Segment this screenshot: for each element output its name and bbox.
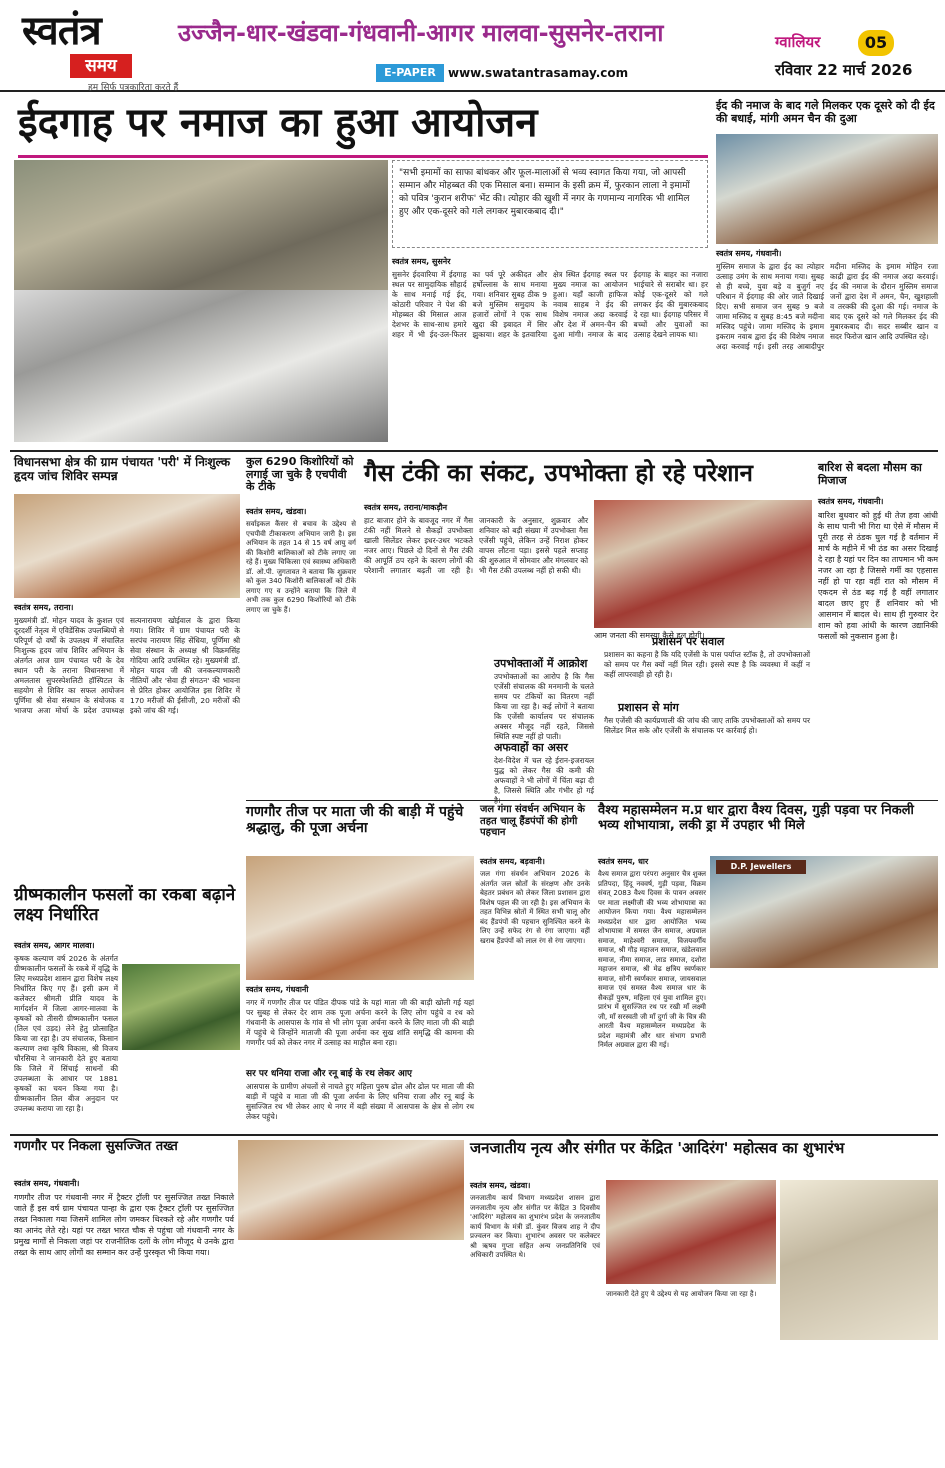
- vaishya-headline: वैश्य महासम्मेलन म.प्र धार द्वारा वैश्य दिवस, गुड़ी पड़वा पर निकली भव्य शोभायात्रा, लकी ड्रा में उपहार भी मिले: [598, 803, 914, 833]
- weather-body: बारिश बुधवार को हुई थी तेज हवा आंधी के साथ पानी भी गिरा था ऐसे में मौसम में पूरी तरह से ठंडक घुल गई है वर्तमान में मार्च के महीने में भी ठंड का असर दिखाई दे रहा है यहां पर दिन का तापमान भी कम नजर आ रहा है जिससे गर्मी का एहसास नहीं हो पा रहा वहीं रात को मौसम में एकदम से ठंड बढ़ गई है वहीं लगातार बादल छाए हुए हैं शनिवार को भी आसमान में बादल थे। साथ ही गुरुवार देर शाम को हवा आंधी के कारण उद्यानिकी फसलों को नुकसान हुआ है।: [818, 511, 938, 641]
- gas-byline: स्वतंत्र समय, तराना/माकड़ौन: [364, 503, 448, 512]
- jeweller-sign: D.P. Jewellers: [716, 860, 806, 874]
- adirang-side-photo: [780, 1180, 938, 1340]
- gas-photo: [594, 500, 812, 628]
- adirang-photo-caption: जानकारी देते हुए ये उद्देश्य से यह आयोजन किया जा रहा है।: [606, 1290, 757, 1298]
- adirang-byline: स्वतंत्र समय, खंडवा।: [470, 1181, 531, 1190]
- vaishya-body: वैश्य समाज द्वारा परंपरा अनुसार चैत्र शुक्ल प्रतिपदा, हिंदू नववर्ष, गुड़ी पड़वा, विक्रम संवत् 2083 वैश्य दिवस के पावन अवसर पर माता लक्ष्मीजी की भव्य शोभायात्रा का आयोजन किया गया। वैश्य महासम्मेलन मध्यप्रदेश धार द्वारा आयोजित भव्य शोभायात्रा में समस्त जैन समाज, अग्रवाल समाज, माहेश्वरी समाज, विजयवर्गीय समाज, श्री गौड़ महाजन समाज, खंडेलवाल समाज, नीमा समाज, लाड समाज, दशोरा महाजन समाज, श्री मेढ क्षत्रिय स्वर्णकार समाज, सोनी स्वर्णकार समाज, जायसवाल समाज एवं समस्त वैश्य समाज धार के सैकड़ों पुरुष, महिला एवं युवा शामिल हुए। प्रारंभ में सुसज्जित रथ पर रखी माँ लक्ष्मी जी, माँ सरस्वती जी माँ दुर्गा जी के चित्र की आरती वैश्य महासम्मेलन मध्यप्रदेश के प्रदेश महामंत्री और धार संभाग प्रभारी निर्मल अग्रवाल द्वारा की गई।: [598, 870, 706, 1049]
- jal-body: जल गंगा संवर्धन अभियान 2026 के अंतर्गत जल स्रोतों के संरक्षण और उनके बेहतर प्रबंधन को लेकर जिला प्रशासन द्वारा विशेष पहल की जा रही है। इस अभियान के तहत विभिन्न स्रोतों में स्थित सभी चालू और बंद हैंडपंपों की पहचान सुनिश्चित करने के लिए उन्हें सफेद रंग से रंगा जाएगा। वहीं खराब हैंडपंपों को लाल रंग से रंगा जाएगा।: [480, 870, 590, 945]
- kishori-headline: कुल 6290 किशोरियों को लगाई जा चुके है एचपीवी के टीके: [246, 455, 354, 494]
- eid-side-body: मुस्लिम समाज के द्वारा ईद का त्योहार उत्साह उमंग के साथ मनाया गया। सुबह से ही बच्चे, युवा बड़े व बुजुर्ग नए परिधान में ईदगाह की ओर जाते दिखाई दिए। सभी समाज जन सुबह 9 बजे जामा मस्जिद व सुबह 8:45 बजे मदीना मस्जिद पहुंचे। जामा मस्जिद के इमाम इकराम नवाब द्वारा ईद की विशेष नमाज अदा करवाई गई। इसी तरह आबादीपुर मदीना मस्जिद के इमाम मोहिन रजा काद्री द्वारा ईद की नमाज अदा करवाई। ईद की नमाज के दौरान मुस्लिम समाज जनों द्वारा देश में अमन, चैन, खुशहाली व तरक्की की दुआ की गई। नमाज के बाद एक दूसरे को गले मिलकर ईद की मुबारकबाद दी। सदर सब्बीर खान व सदर फिरोज खान आदि उपस्थित रहे।: [716, 262, 938, 351]
- rabi-headline: ग्रीष्मकालीन फसलों का रकबा बढ़ाने लक्ष्य निर्धारित: [14, 885, 236, 925]
- logo-subtitle: समय: [70, 54, 132, 78]
- weather-byline: स्वतंत्र समय, गंधवानी।: [818, 497, 884, 506]
- vaishya-byline: स्वतंत्र समय, धार: [598, 857, 649, 866]
- gas-headline: गैस टंकी का संकट, उपभोक्ता हो रहे परेशान: [364, 459, 753, 487]
- epaper-badge[interactable]: E-PAPER: [376, 64, 444, 82]
- lead-photo-bottom: [14, 290, 388, 442]
- logo-title: स्वतंत्र: [22, 7, 101, 54]
- gangaur-teej-photo: [246, 856, 474, 980]
- gangaur-rath-byline: स्वतंत्र समय, गंधवानी।: [14, 1179, 80, 1188]
- page-number: 05: [858, 30, 894, 56]
- rabi-byline: स्वतंत्र समय, आगर मालवा।: [14, 941, 95, 950]
- gangaur-rath-photo: [238, 1140, 464, 1240]
- jal-byline: स्वतंत्र समय, बड़वानी।: [480, 857, 545, 866]
- divider: [10, 450, 938, 452]
- vaishya-photo: [710, 856, 938, 968]
- eid-side-photo: [716, 134, 938, 244]
- gangaur-rath-headline: गणगौर पर निकला सुसज्जित तख्त: [14, 1139, 178, 1154]
- gas-sub3-body: प्रशासन का कहना है कि यदि एजेंसी के पास पर्याप्त स्टॉक है, तो उपभोक्ताओं को समय पर गैस क्यों नहीं मिल रही। इससे स्पष्ट है कि व्यवस्था में कहीं न कहीं लापरवाही हो रही है।: [604, 650, 810, 679]
- gas-sub3: प्रशासन पर सवाल: [652, 635, 725, 648]
- gangaur-teej-sub: सर पर धनिया राजा और रनू बाई के रथ लेकर आए: [246, 1069, 412, 1079]
- divider: [246, 800, 938, 801]
- kishori-byline: स्वतंत्र समय, खंडवा।: [246, 507, 307, 516]
- gas-sub4: प्रशासन से मांग: [618, 701, 679, 714]
- pari-body: मुख्यमंत्री डॉ. मोहन यादव के कुशल एवं दूरदर्शी नेतृत्व में एविडेंसिक उपलब्धियों से परिपूर्ण दो वर्षों के उपलक्ष्य में संचालित निःशुल्क हृदय जांच शिविर अभियान के अंतर्गत आज ग्राम पंचायत परी के देव स्थान परी के तराना विधानसभा में अमलतास सुपरस्पेशलिटी हॉस्पिटल के सहयोग से शिविर का सफल आयोजन पूर्णिमा श्री सेवा संस्थान के संयोजक व भाजपा अजा मोर्चा के प्रदेश उपाध्यक्ष सत्यनारायण खोईवाल के द्वारा किया गया। शिविर में ग्राम पंचायत परी के सरपंच नारायण सिंह सेंधिया, पूर्णिमा श्री सेवा संस्थान के अध्यक्ष श्री विक्रमसिंह गोदिया आदि उपस्थित रहे। मुख्यमंत्री डॉ. मोहन यादव जी की जनकल्याणकारी नीतियों और 'सेवा ही संगठन' की भावना से प्रेरित होकर आयोजित इस शिविर में 170 मरीजों की ईसीजी, 20 मरीजों की इको जांच की गई।: [14, 616, 240, 715]
- gas-sub2-body: देश-विदेश में चल रहे ईरान-इजरायल युद्ध को लेकर गैस की कमी की अफवाहों ने भी लोगों में चिंता बढ़ा दी है, जिससे स्थिति और गंभीर हो गई: [494, 756, 594, 795]
- jal-headline: जल गंगा संवर्धन अभियान के तहत चालू हैंडपंपों की होगी पहचान: [480, 804, 585, 838]
- pari-headline: विधानसभा क्षेत्र की ग्राम पंचायत 'परी' में निःशुल्क हृदय जांच शिविर सम्पन्न: [14, 455, 231, 483]
- gangaur-teej-byline: स्वतंत्र समय, गंधवानी: [246, 985, 309, 994]
- city-name: ग्वालियर: [775, 33, 821, 51]
- masthead: [0, 0, 945, 92]
- rabi-body: कृषक कल्याण वर्ष 2026 के अंतर्गत ग्रीष्मकालीन फसलों के रकबे में वृद्धि के लिए मध्यप्रदेश शासन द्वारा विशेष लक्ष्य निर्धारित किए गए हैं। इसी क्रम में कलेक्टर श्रीमती प्रीति यादव के मार्गदर्शन में जिला आगर-मालवा के कृषकों को तीसरी ग्रीष्मकालीन फसल (तिल एवं उड़द) लेने हेतु प्रोत्साहित किया जा रहा है। उप संचालक, किसान कल्याण तथा कृषि विकास, श्री विजय चौरसिया ने जानकारी देते हुए बताया कि जिले में सिंचाई साधनों की उपलब्धता के आधार पर 1881 कृषकों का चयन किया गया है। ग्रीष्मकालीन तिल बीज अनुदान पर उपलब्ध कराया जा रहा है।: [14, 954, 118, 1113]
- eid-side-byline: स्वतंत्र समय, गंधवानी।: [716, 249, 782, 258]
- edition-title: उज्जैन-धार-खंडवा-गंधवानी-आगर मालवा-सुसनेर-तराना: [178, 19, 664, 47]
- eid-side-headline: ईद की नमाज के बाद गले मिलकर एक दूसरे को दी ईद की बधाई, मांगी अमन चैन की दुआ: [716, 99, 935, 125]
- gas-sub4-body: गैस एजेंसी की कार्यप्रणाली की जांच की जाए ताकि उपभोक्ताओं को समय पर सिलेंडर मिल सके और एजेंसी के संचालक पर कार्रवाई हो।: [604, 716, 810, 735]
- gangaur-teej-sub-body: आसपास के ग्रामीण अंचलों से नाचते हुए महिला पुरुष ढोल और ढोल पर माता जी की बाड़ी में पहुंचे व माता जी की पूजा अर्चना के लिए धनिया राजा और रनू बाई के सुसज्जित रथ भी लेकर आए थे नगर में बड़ी संख्या में आसपास के क्षेत्र से लोग रथ लेकर पहुंचे।: [246, 1082, 474, 1121]
- gas-sub2: अफवाहों का असर: [494, 741, 568, 754]
- gas-body: हाट बाजार होने के बावजूद नगर में गैस टंकी नहीं मिलने से सैकड़ों उपभोक्ता खाली सिलेंडर लेकर इधर-उधर भटकते नजर आए। पिछले दो दिनों से गैस टंकी की आपूर्ति ठप रहने के कारण लोगों की परेशानी लगातार बढ़ती जा रही है। जानकारी के अनुसार, शुक्रवार और शनिवार को बड़ी संख्या में उपभोक्ता गैस एजेंसी पहुंचे, लेकिन उन्हें निराश होकर वापस लौटना पड़ा। इससे पहले सप्ताह की शुरुआत में सोमवार और मंगलवार को भी गैस टंकी उपलब्ध नहीं हो सकी थी।: [364, 516, 588, 575]
- lead-byline: स्वतंत्र समय, सुसनेर: [392, 257, 451, 266]
- lead-photo-top: [14, 160, 388, 290]
- adirang-body: जनजातीय कार्य विभाग मध्यप्रदेश शासन द्वारा जनजातीय नृत्य और संगीत पर केंद्रित 3 दिवसीय 'आदिरंग' महोत्सव का शुभारंभ प्रदेश के जनजातीय कार्य विभाग के मंत्री डॉ. कुंवर विजय शाह ने दीप प्रज्वलन कर किया। शुभारंभ अवसर पर कलेक्टर श्री ऋषव गुप्ता सहित अन्य जनप्रतिनिधि एवं अधिकारी उपस्थित थे।: [470, 1194, 600, 1259]
- lead-quote: "सभी इमामों का साफा बांधकर और फूल-मालाओं से भव्य स्वागत किया गया, जो आपसी सम्मान और मोहब्बत की एक मिसाल बना। सम्मान के इसी क्रम में, फुरकान लाला ने इमामों को पवित्र 'कुरान शरीफ' भेंट की। त्योहार की खुशी में नगर के गणमान्य नागरिक भी शामिल हुए और एक-दूसरे को गले लगकर मुबारकबाद दी।": [392, 160, 708, 248]
- gangaur-teej-headline: गणगौर तीज पर माता जी की बाड़ी में पहुंचे श्रद्धालु, की पूजा अर्चना: [246, 804, 464, 837]
- adirang-photo: [606, 1180, 776, 1284]
- gas-sub1-body: उपभोक्ताओं का आरोप है कि गैस एजेंसी संचालक की मनमानी के चलते समय पर टंकियों का वितरण नहीं किया जा रहा है। कई लोगों ने बताया कि एजेंसी कार्यालय पर संचालक अक्सर मौजूद नहीं रहते, जिससे स्थिति स्पष्ट नहीं हो पाती।: [494, 672, 594, 741]
- website-link[interactable]: www.swatantrasamay.com: [448, 66, 629, 80]
- kishori-body: सर्वाइकल कैंसर से बचाव के उद्देश्य से एचपीवी टीकाकरण अभियान जारी है। इस अभियान के तहत 14 से 15 वर्ष आयु वर्ग की किशोरी बालिकाओं को टीके लगाए जा रहे हैं। मुख्य चिकित्सा एवं स्वास्थ्य अधिकारी डॉ. ओ.पी. जुगतावत ने बताया कि शुक्रवार को कुल 340 किशोरी बालिकाओं को टीके लगाए गए व उन्होंने बताया कि जिले में अभी तक कुल 6290 किशोरियों को टीके लगाए जा चुके हैं।: [246, 520, 356, 614]
- gas-sub1: उपभोक्ताओं में आक्रोश: [494, 657, 588, 670]
- gas-photo-caption: आम जनता की समस्या कैसे हल होगी।: [594, 631, 705, 640]
- lead-body: सुसनेर ईदवारिया में ईदगाह स्थल पर सामुदायिक सौहार्द के साथ मनाई गई ईद, कोठारी परिवार ने पेश की मोहब्बत की मिसाल आज देशभर के साथ-साथ हमारे शहर में भी ईद-उल-फितर का पर्व पूरे अकीदत और हर्षोल्लास के साथ मनाया गया। शनिवार सुबह ठीक 9 बजे मुस्लिम समुदाय के हजारों लोगों ने एक साथ खुदा की इबादत में सिर झुकाया। शहर के इतवारिया क्षेत्र स्थित ईदगाह स्थल पर मुख्य नमाज का आयोजन हुआ। यहाँ काजी हाफिज नवाब साहब ने ईद की विशेष नमाज अदा करवाई और देश में अमन-चैन की दुआ मांगी। नमाज के बाद ईदगाह के बाहर का नजारा भाईचारे से सराबोर था। हर कोई एक-दूसरे को गले लगकर ईद की मुबारकबाद दे रहा था। ईदगाह परिसर में बच्चों और युवाओं का उत्साह देखने लायक था।: [392, 270, 708, 339]
- weather-headline: बारिश से बदला मौसम का मिजाज: [818, 461, 922, 487]
- gangaur-teej-body: नगर में गणगौर तीज पर पंडित दीपक पांडे के यहां माता जी की बाड़ी खोली गई यहां पर सुबह से लेकर देर शाम तक पूजा अर्चना करने के लिए लोग पहुंचे व रथ को गंधवानी के आसपास के गांव से भी लोग पूजा अर्चना करने के लिए माता जी की बाड़ी में पहुंचे थे जिन्होंने माताजी की पूजा अर्चना कर सुख शांति समृद्धि की कामना की गणगौर पर्व को लेकर नगर में उत्साह का माहौल बना रहा।: [246, 998, 474, 1047]
- issue-date: रविवार 22 मार्च 2026: [775, 61, 913, 79]
- lead-headline: ईदगाह पर नमाज का हुआ आयोजन: [18, 100, 708, 158]
- divider: [10, 1134, 938, 1136]
- gangaur-rath-body: गणगौर तीज पर गंधवानी नगर में ट्रैक्टर ट्रॉली पर सुसज्जित तख्त निकाले जाते हैं इस वर्ष ग्राम पंचायत पान्हा के द्वारा एक ट्रैक्टर ट्रॉली पर सुसज्जित तख्त निकाला गया जिसमें शामिल लोग जमकर थिरकते रहे और गणगौर पर्व का आनंद लेते रहे। यहां पर तख्त भारत चौक से पहुंचा जो गंधवानी नगर के प्रमुख मार्गों से निकला जहां पर राजनीतिक दलों के लोग मौजूद थे उनके द्वारा तख्त के साथ आए लोगों का सम्मान कर उन्हें पुरस्कृत भी किया गया।: [14, 1193, 234, 1257]
- adirang-headline: जनजातीय नृत्य और संगीत पर केंद्रित 'आदिरंग' महोत्सव का शुभारंभ: [470, 1139, 845, 1157]
- pari-byline: स्वतंत्र समय, तराना।: [14, 603, 74, 612]
- rabi-photo: [122, 964, 240, 1050]
- slogan: हम सिर्फ पत्रकारिता करते हैं: [88, 83, 179, 93]
- pari-photo: [14, 494, 240, 598]
